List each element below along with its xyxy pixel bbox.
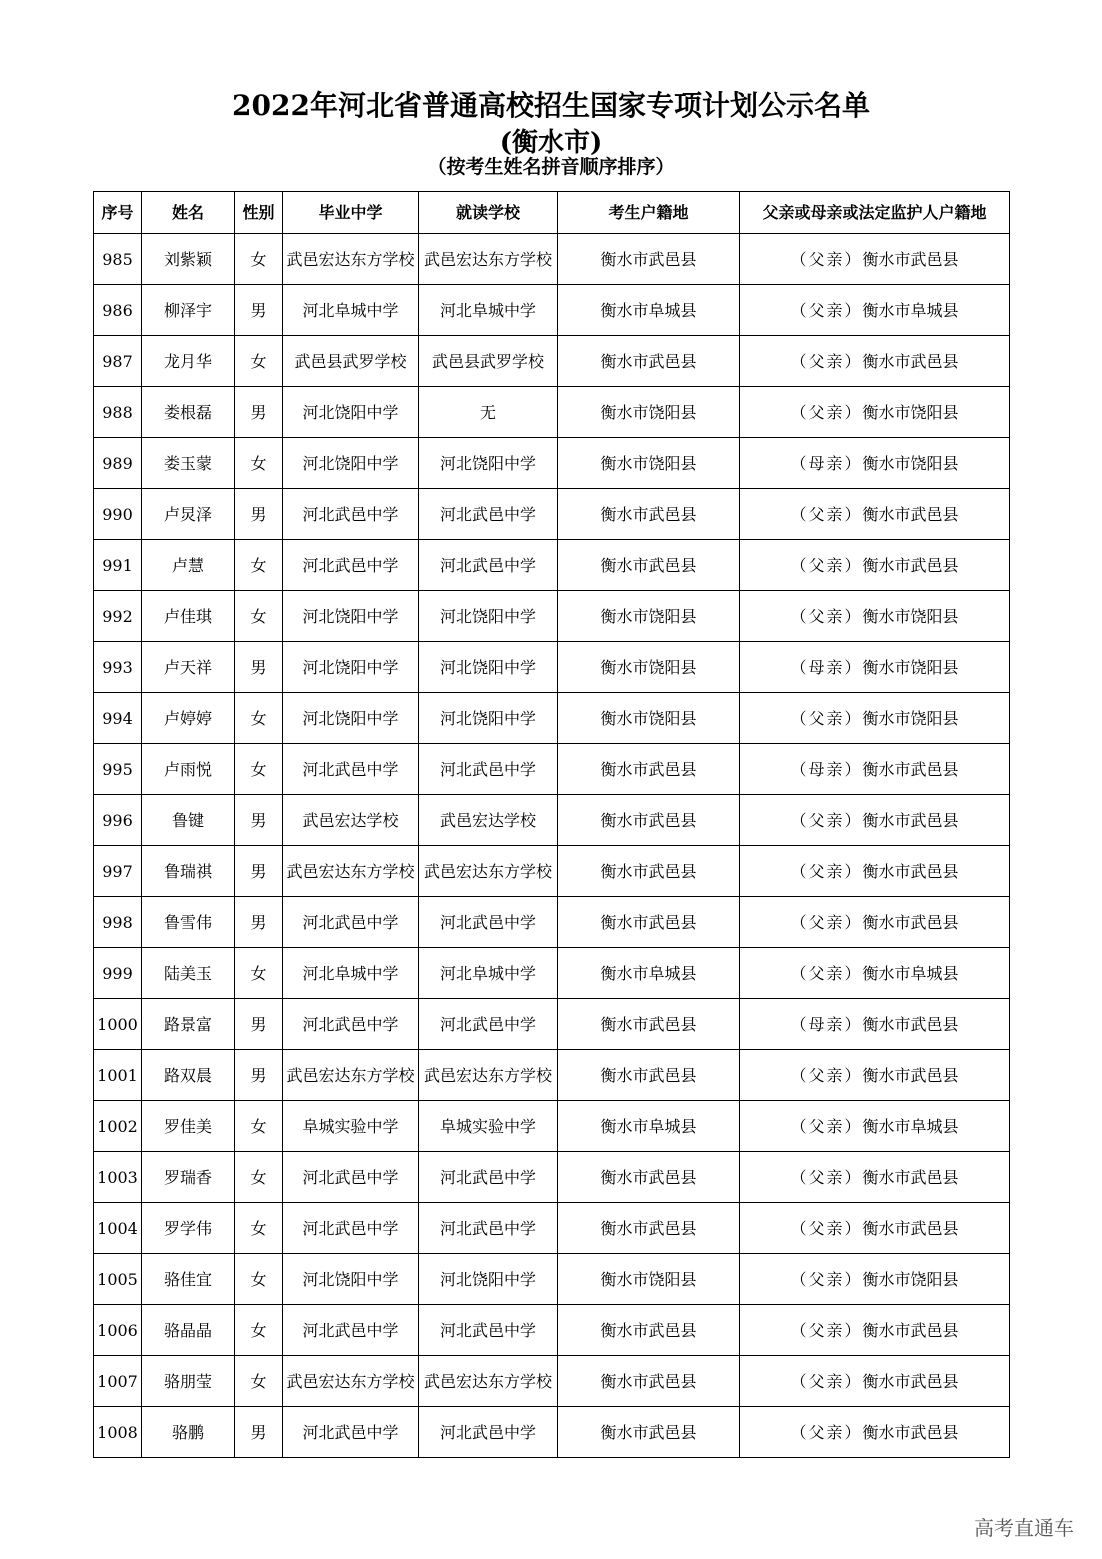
cell-household: 衡水市阜城县 xyxy=(558,1101,740,1152)
cell-household: 衡水市饶阳县 xyxy=(558,693,740,744)
cell-guardian xyxy=(740,1305,1010,1356)
table-row xyxy=(94,1203,1010,1254)
table-row xyxy=(94,948,1010,999)
cell-grad-school: 河北阜城中学 xyxy=(283,948,419,999)
cell-guardian xyxy=(740,438,1010,489)
cell-grad-school: 河北阜城中学 xyxy=(283,285,419,336)
cell-current-school: 河北武邑中学 xyxy=(419,1407,558,1458)
guardian-relation: （父亲） xyxy=(790,1269,863,1289)
guardian-relation: （父亲） xyxy=(790,810,863,830)
cell-household: 衡水市饶阳县 xyxy=(558,387,740,438)
cell-gender: 女 xyxy=(235,540,283,591)
table-row xyxy=(94,846,1010,897)
cell-gender: 男 xyxy=(235,897,283,948)
guardian-place: 衡水市武邑县 xyxy=(862,1167,959,1187)
guardian-relation: （母亲） xyxy=(790,759,863,779)
cell-gender: 女 xyxy=(235,1254,283,1305)
cell-household: 衡水市武邑县 xyxy=(558,234,740,285)
cell-guardian xyxy=(740,1407,1010,1458)
page-subtitle: (衡水市) xyxy=(499,128,603,158)
watermark: 高考直通车 xyxy=(974,1516,1074,1540)
cell-current-school: 阜城实验中学 xyxy=(419,1101,558,1152)
cell-guardian xyxy=(740,387,1010,438)
guardian-place: 衡水市武邑县 xyxy=(862,249,959,269)
cell-household: 衡水市武邑县 xyxy=(558,897,740,948)
cell-grad-school: 武邑宏达东方学校 xyxy=(283,234,419,285)
column-header-grad-school: 毕业中学 xyxy=(283,192,419,234)
cell-name: 路景富 xyxy=(142,999,235,1050)
table-row xyxy=(94,1152,1010,1203)
table-row xyxy=(94,285,1010,336)
guardian-relation: （父亲） xyxy=(790,861,863,881)
guardian-relation: （父亲） xyxy=(790,300,863,320)
cell-guardian xyxy=(740,693,1010,744)
column-header-current-school: 就读学校 xyxy=(419,192,558,234)
cell-no: 1000 xyxy=(94,999,142,1050)
cell-name: 卢佳琪 xyxy=(142,591,235,642)
guardian-place: 衡水市武邑县 xyxy=(862,912,959,932)
column-header-name: 姓名 xyxy=(142,192,235,234)
cell-name: 罗瑞香 xyxy=(142,1152,235,1203)
column-header-household: 考生户籍地 xyxy=(558,192,740,234)
table-row xyxy=(94,387,1010,438)
cell-current-school: 河北武邑中学 xyxy=(419,1152,558,1203)
table-row xyxy=(94,642,1010,693)
guardian-place: 衡水市武邑县 xyxy=(862,1320,959,1340)
cell-grad-school: 河北武邑中学 xyxy=(283,999,419,1050)
cell-gender: 女 xyxy=(235,234,283,285)
cell-no: 1005 xyxy=(94,1254,142,1305)
cell-current-school: 无 xyxy=(419,387,558,438)
guardian-relation: （父亲） xyxy=(790,1167,863,1187)
table-row xyxy=(94,1101,1010,1152)
table-row xyxy=(94,336,1010,387)
cell-grad-school: 河北武邑中学 xyxy=(283,540,419,591)
table-row xyxy=(94,999,1010,1050)
page-title: 2022年河北省普通高校招生国家专项计划公示名单 xyxy=(232,89,870,122)
cell-gender: 女 xyxy=(235,693,283,744)
guardian-place: 衡水市饶阳县 xyxy=(862,657,959,677)
cell-grad-school: 河北武邑中学 xyxy=(283,1305,419,1356)
cell-no: 996 xyxy=(94,795,142,846)
cell-household: 衡水市武邑县 xyxy=(558,1203,740,1254)
cell-grad-school: 河北武邑中学 xyxy=(283,897,419,948)
guardian-place: 衡水市武邑县 xyxy=(862,861,959,881)
cell-name: 鲁雪伟 xyxy=(142,897,235,948)
cell-no: 995 xyxy=(94,744,142,795)
guardian-place: 衡水市饶阳县 xyxy=(862,708,959,728)
cell-household: 衡水市饶阳县 xyxy=(558,438,740,489)
cell-gender: 女 xyxy=(235,744,283,795)
guardian-relation: （母亲） xyxy=(790,657,863,677)
cell-current-school: 河北饶阳中学 xyxy=(419,438,558,489)
cell-household: 衡水市阜城县 xyxy=(558,948,740,999)
column-header-no: 序号 xyxy=(94,192,142,234)
cell-name: 罗学伟 xyxy=(142,1203,235,1254)
cell-gender: 男 xyxy=(235,795,283,846)
cell-household: 衡水市武邑县 xyxy=(558,1407,740,1458)
guardian-relation: （父亲） xyxy=(790,1422,863,1442)
cell-guardian xyxy=(740,1101,1010,1152)
cell-guardian xyxy=(740,1254,1010,1305)
cell-no: 1001 xyxy=(94,1050,142,1101)
guardian-place: 衡水市武邑县 xyxy=(862,555,959,575)
cell-gender: 男 xyxy=(235,642,283,693)
guardian-relation: （父亲） xyxy=(790,351,863,371)
column-header-guardian: 父亲或母亲或法定监护人户籍地 xyxy=(740,192,1010,234)
guardian-relation: （父亲） xyxy=(790,1116,863,1136)
cell-guardian xyxy=(740,489,1010,540)
cell-no: 989 xyxy=(94,438,142,489)
table-row xyxy=(94,234,1010,285)
cell-gender: 女 xyxy=(235,1203,283,1254)
guardian-relation: （父亲） xyxy=(790,606,863,626)
guardian-place: 衡水市饶阳县 xyxy=(862,453,959,473)
table-row xyxy=(94,1407,1010,1458)
table-row xyxy=(94,1305,1010,1356)
cell-grad-school: 河北饶阳中学 xyxy=(283,438,419,489)
cell-no: 988 xyxy=(94,387,142,438)
cell-name: 路双晨 xyxy=(142,1050,235,1101)
guardian-place: 衡水市阜城县 xyxy=(862,963,959,983)
table-row xyxy=(94,438,1010,489)
cell-grad-school: 河北饶阳中学 xyxy=(283,642,419,693)
cell-name: 龙月华 xyxy=(142,336,235,387)
cell-guardian xyxy=(740,642,1010,693)
cell-household: 衡水市武邑县 xyxy=(558,1356,740,1407)
guardian-place: 衡水市武邑县 xyxy=(862,1218,959,1238)
guardian-relation: （父亲） xyxy=(790,249,863,269)
cell-no: 1003 xyxy=(94,1152,142,1203)
guardian-place: 衡水市武邑县 xyxy=(862,1422,959,1442)
cell-grad-school: 武邑宏达学校 xyxy=(283,795,419,846)
table-header-row xyxy=(94,192,1010,234)
cell-no: 1002 xyxy=(94,1101,142,1152)
cell-current-school: 河北阜城中学 xyxy=(419,948,558,999)
cell-guardian xyxy=(740,540,1010,591)
cell-guardian xyxy=(740,1050,1010,1101)
cell-name: 骆佳宜 xyxy=(142,1254,235,1305)
cell-current-school: 河北武邑中学 xyxy=(419,540,558,591)
cell-guardian xyxy=(740,1356,1010,1407)
cell-name: 鲁键 xyxy=(142,795,235,846)
guardian-relation: （父亲） xyxy=(790,504,863,524)
cell-current-school: 河北饶阳中学 xyxy=(419,642,558,693)
guardian-place: 衡水市武邑县 xyxy=(862,1065,959,1085)
cell-grad-school: 河北武邑中学 xyxy=(283,1407,419,1458)
cell-gender: 女 xyxy=(235,336,283,387)
cell-current-school: 武邑宏达东方学校 xyxy=(419,846,558,897)
guardian-relation: （父亲） xyxy=(790,555,863,575)
cell-name: 娄玉蒙 xyxy=(142,438,235,489)
guardian-relation: （父亲） xyxy=(790,963,863,983)
cell-guardian xyxy=(740,846,1010,897)
cell-gender: 女 xyxy=(235,948,283,999)
cell-no: 987 xyxy=(94,336,142,387)
guardian-place: 衡水市武邑县 xyxy=(862,1014,959,1034)
cell-no: 1008 xyxy=(94,1407,142,1458)
cell-current-school: 武邑宏达东方学校 xyxy=(419,234,558,285)
guardian-relation: （父亲） xyxy=(790,1065,863,1085)
cell-name: 罗佳美 xyxy=(142,1101,235,1152)
cell-household: 衡水市武邑县 xyxy=(558,999,740,1050)
cell-current-school: 河北武邑中学 xyxy=(419,999,558,1050)
cell-name: 骆晶晶 xyxy=(142,1305,235,1356)
sort-note: （按考生姓名拼音顺序排序） xyxy=(427,156,675,178)
cell-no: 986 xyxy=(94,285,142,336)
cell-gender: 女 xyxy=(235,1152,283,1203)
guardian-place: 衡水市阜城县 xyxy=(862,300,959,320)
table-row xyxy=(94,540,1010,591)
cell-no: 1007 xyxy=(94,1356,142,1407)
cell-name: 骆朋莹 xyxy=(142,1356,235,1407)
guardian-relation: （父亲） xyxy=(790,912,863,932)
cell-gender: 男 xyxy=(235,846,283,897)
table-row xyxy=(94,1050,1010,1101)
guardian-place: 衡水市饶阳县 xyxy=(862,606,959,626)
cell-grad-school: 武邑宏达东方学校 xyxy=(283,1050,419,1101)
cell-guardian xyxy=(740,948,1010,999)
cell-current-school: 河北武邑中学 xyxy=(419,1305,558,1356)
guardian-relation: （父亲） xyxy=(790,1320,863,1340)
guardian-relation: （父亲） xyxy=(790,1218,863,1238)
cell-grad-school: 河北饶阳中学 xyxy=(283,693,419,744)
cell-no: 998 xyxy=(94,897,142,948)
cell-no: 1004 xyxy=(94,1203,142,1254)
guardian-place: 衡水市阜城县 xyxy=(862,1116,959,1136)
cell-grad-school: 河北饶阳中学 xyxy=(283,387,419,438)
cell-guardian xyxy=(740,744,1010,795)
cell-guardian xyxy=(740,591,1010,642)
cell-gender: 女 xyxy=(235,1101,283,1152)
table-row xyxy=(94,693,1010,744)
guardian-place: 衡水市饶阳县 xyxy=(862,1269,959,1289)
cell-household: 衡水市饶阳县 xyxy=(558,642,740,693)
guardian-place: 衡水市武邑县 xyxy=(862,504,959,524)
cell-name: 刘紫颖 xyxy=(142,234,235,285)
cell-no: 985 xyxy=(94,234,142,285)
cell-gender: 女 xyxy=(235,438,283,489)
cell-household: 衡水市饶阳县 xyxy=(558,1254,740,1305)
cell-current-school: 河北饶阳中学 xyxy=(419,1254,558,1305)
table-row xyxy=(94,591,1010,642)
cell-grad-school: 河北饶阳中学 xyxy=(283,1254,419,1305)
cell-gender: 女 xyxy=(235,1305,283,1356)
cell-current-school: 河北饶阳中学 xyxy=(419,693,558,744)
cell-name: 卢炅泽 xyxy=(142,489,235,540)
cell-gender: 男 xyxy=(235,387,283,438)
cell-guardian xyxy=(740,234,1010,285)
cell-household: 衡水市武邑县 xyxy=(558,744,740,795)
guardian-place: 衡水市饶阳县 xyxy=(862,402,959,422)
cell-gender: 男 xyxy=(235,285,283,336)
cell-name: 卢雨悦 xyxy=(142,744,235,795)
cell-current-school: 河北阜城中学 xyxy=(419,285,558,336)
cell-grad-school: 河北武邑中学 xyxy=(283,489,419,540)
cell-no: 994 xyxy=(94,693,142,744)
roster-table xyxy=(93,191,1010,1458)
cell-current-school: 河北武邑中学 xyxy=(419,489,558,540)
cell-household: 衡水市饶阳县 xyxy=(558,591,740,642)
table-row xyxy=(94,489,1010,540)
cell-current-school: 武邑宏达东方学校 xyxy=(419,1050,558,1101)
column-header-gender: 性别 xyxy=(235,192,283,234)
cell-household: 衡水市武邑县 xyxy=(558,795,740,846)
cell-no: 992 xyxy=(94,591,142,642)
guardian-place: 衡水市武邑县 xyxy=(862,810,959,830)
cell-no: 990 xyxy=(94,489,142,540)
cell-guardian xyxy=(740,285,1010,336)
cell-gender: 男 xyxy=(235,999,283,1050)
cell-no: 999 xyxy=(94,948,142,999)
cell-grad-school: 武邑宏达东方学校 xyxy=(283,1356,419,1407)
cell-current-school: 河北武邑中学 xyxy=(419,744,558,795)
guardian-place: 衡水市武邑县 xyxy=(862,351,959,371)
cell-name: 卢天祥 xyxy=(142,642,235,693)
guardian-relation: （父亲） xyxy=(790,708,863,728)
cell-household: 衡水市武邑县 xyxy=(558,1305,740,1356)
cell-gender: 女 xyxy=(235,591,283,642)
cell-household: 衡水市武邑县 xyxy=(558,1050,740,1101)
guardian-place: 衡水市武邑县 xyxy=(862,759,959,779)
cell-guardian xyxy=(740,795,1010,846)
cell-name: 鲁瑞祺 xyxy=(142,846,235,897)
cell-current-school: 武邑宏达东方学校 xyxy=(419,1356,558,1407)
cell-grad-school: 河北武邑中学 xyxy=(283,1152,419,1203)
table-row xyxy=(94,1254,1010,1305)
cell-name: 陆美玉 xyxy=(142,948,235,999)
cell-household: 衡水市武邑县 xyxy=(558,489,740,540)
table-row xyxy=(94,1356,1010,1407)
cell-household: 衡水市武邑县 xyxy=(558,540,740,591)
cell-gender: 男 xyxy=(235,1050,283,1101)
cell-grad-school: 河北武邑中学 xyxy=(283,1203,419,1254)
cell-grad-school: 河北武邑中学 xyxy=(283,744,419,795)
cell-household: 衡水市武邑县 xyxy=(558,336,740,387)
cell-name: 柳泽宇 xyxy=(142,285,235,336)
cell-current-school: 武邑宏达学校 xyxy=(419,795,558,846)
cell-guardian xyxy=(740,1203,1010,1254)
cell-current-school: 河北武邑中学 xyxy=(419,897,558,948)
guardian-relation: （母亲） xyxy=(790,453,863,473)
guardian-place: 衡水市武邑县 xyxy=(862,1371,959,1391)
cell-name: 卢慧 xyxy=(142,540,235,591)
table-row xyxy=(94,795,1010,846)
cell-guardian xyxy=(740,897,1010,948)
cell-household: 衡水市武邑县 xyxy=(558,846,740,897)
cell-current-school: 武邑县武罗学校 xyxy=(419,336,558,387)
guardian-relation: （母亲） xyxy=(790,1014,863,1034)
cell-name: 娄根磊 xyxy=(142,387,235,438)
cell-gender: 男 xyxy=(235,1407,283,1458)
cell-name: 卢婷婷 xyxy=(142,693,235,744)
cell-no: 1006 xyxy=(94,1305,142,1356)
cell-grad-school: 武邑宏达东方学校 xyxy=(283,846,419,897)
cell-guardian xyxy=(740,1152,1010,1203)
cell-household: 衡水市阜城县 xyxy=(558,285,740,336)
guardian-relation: （父亲） xyxy=(790,402,863,422)
cell-grad-school: 阜城实验中学 xyxy=(283,1101,419,1152)
cell-gender: 男 xyxy=(235,489,283,540)
cell-grad-school: 武邑县武罗学校 xyxy=(283,336,419,387)
table-row xyxy=(94,744,1010,795)
cell-no: 997 xyxy=(94,846,142,897)
cell-current-school: 河北饶阳中学 xyxy=(419,591,558,642)
cell-guardian xyxy=(740,336,1010,387)
cell-no: 991 xyxy=(94,540,142,591)
table-row xyxy=(94,897,1010,948)
cell-no: 993 xyxy=(94,642,142,693)
cell-current-school: 河北武邑中学 xyxy=(419,1203,558,1254)
cell-name: 骆鹏 xyxy=(142,1407,235,1458)
cell-gender: 女 xyxy=(235,1356,283,1407)
guardian-relation: （父亲） xyxy=(790,1371,863,1391)
cell-household: 衡水市武邑县 xyxy=(558,1152,740,1203)
cell-grad-school: 河北饶阳中学 xyxy=(283,591,419,642)
cell-guardian xyxy=(740,999,1010,1050)
